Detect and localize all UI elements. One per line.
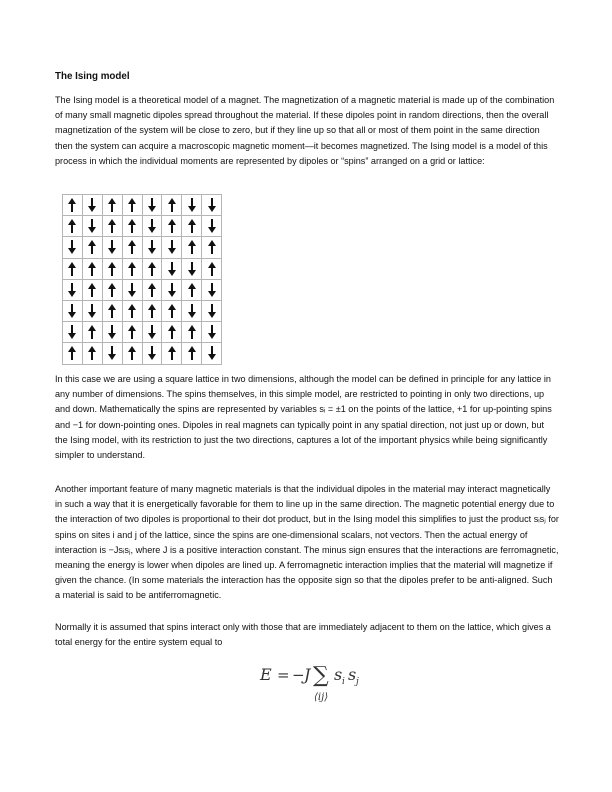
lattice-cell	[162, 237, 182, 258]
lattice-cell	[82, 279, 102, 300]
spin-up-arrow-icon	[168, 219, 176, 233]
spin-up-arrow-icon	[148, 283, 156, 297]
lattice-cell	[102, 216, 122, 237]
lattice-cell	[182, 237, 202, 258]
spin-up-arrow-icon	[108, 219, 116, 233]
lattice-row	[63, 322, 222, 343]
spin-up-arrow-icon	[88, 346, 96, 360]
spin-up-arrow-icon	[128, 346, 136, 360]
equation-sub-j: j	[356, 677, 359, 687]
spin-down-arrow-icon	[148, 325, 156, 339]
lattice-cell	[162, 343, 182, 364]
lattice-cell	[82, 237, 102, 258]
spin-up-arrow-icon	[108, 262, 116, 276]
lattice-cell	[63, 279, 83, 300]
lattice-cell	[182, 279, 202, 300]
lattice-cell	[142, 279, 162, 300]
lattice-cell	[142, 195, 162, 216]
spin-down-arrow-icon	[188, 262, 196, 276]
lattice-cell	[202, 195, 222, 216]
lattice-cell	[162, 300, 182, 321]
spin-up-arrow-icon	[68, 262, 76, 276]
lattice-cell	[182, 322, 202, 343]
lattice-cell	[182, 258, 202, 279]
lattice-cell	[82, 322, 102, 343]
spin-up-arrow-icon	[88, 240, 96, 254]
equation-lhs: E	[260, 665, 272, 684]
spin-down-arrow-icon	[188, 304, 196, 318]
lattice-cell	[182, 216, 202, 237]
equation-sum-index: ⟨ij⟩	[314, 692, 329, 703]
lattice-cell	[102, 300, 122, 321]
spin-down-arrow-icon	[168, 262, 176, 276]
equation-sub-i: i	[342, 677, 345, 687]
spin-up-arrow-icon	[168, 304, 176, 318]
lattice-cell	[202, 300, 222, 321]
lattice-cell	[63, 322, 83, 343]
spin-up-arrow-icon	[108, 198, 116, 212]
spin-down-arrow-icon	[88, 304, 96, 318]
spin-up-arrow-icon	[168, 198, 176, 212]
lattice-cell	[182, 343, 202, 364]
spin-up-arrow-icon	[88, 262, 96, 276]
spin-up-arrow-icon	[128, 198, 136, 212]
spin-up-arrow-icon	[188, 346, 196, 360]
lattice-cell	[63, 237, 83, 258]
spin-down-arrow-icon	[208, 198, 216, 212]
lattice-cell	[142, 300, 162, 321]
lattice-cell	[102, 343, 122, 364]
lattice-cell	[142, 216, 162, 237]
spin-down-arrow-icon	[68, 283, 76, 297]
spin-down-arrow-icon	[88, 219, 96, 233]
lattice-row	[63, 343, 222, 364]
spin-up-arrow-icon	[188, 325, 196, 339]
spin-up-arrow-icon	[128, 304, 136, 318]
spin-down-arrow-icon	[108, 240, 116, 254]
spin-up-arrow-icon	[148, 262, 156, 276]
spin-up-arrow-icon	[188, 283, 196, 297]
spin-up-arrow-icon	[128, 325, 136, 339]
spin-up-arrow-icon	[128, 240, 136, 254]
lattice-cell	[202, 258, 222, 279]
lattice-cell	[162, 322, 182, 343]
spin-up-arrow-icon	[168, 325, 176, 339]
lattice-cell	[142, 322, 162, 343]
spin-down-arrow-icon	[108, 346, 116, 360]
spin-up-arrow-icon	[68, 219, 76, 233]
lattice-cell	[142, 258, 162, 279]
spin-up-arrow-icon	[188, 240, 196, 254]
spin-up-arrow-icon	[168, 346, 176, 360]
lattice-cell	[122, 300, 142, 321]
spin-up-arrow-icon	[148, 304, 156, 318]
spin-up-arrow-icon	[88, 325, 96, 339]
spin-up-arrow-icon	[108, 283, 116, 297]
spin-down-arrow-icon	[148, 240, 156, 254]
lattice-row	[63, 258, 222, 279]
spin-up-arrow-icon	[108, 304, 116, 318]
lattice-cell	[122, 322, 142, 343]
lattice-cell	[162, 195, 182, 216]
spin-down-arrow-icon	[148, 219, 156, 233]
section-heading: The Ising model	[55, 71, 130, 82]
spin-up-arrow-icon	[208, 240, 216, 254]
lattice-cell	[202, 343, 222, 364]
spin-lattice-grid	[62, 194, 222, 365]
lattice-cell	[202, 322, 222, 343]
spin-down-arrow-icon	[168, 240, 176, 254]
spin-down-arrow-icon	[208, 346, 216, 360]
spin-down-arrow-icon	[128, 283, 136, 297]
lattice-cell	[102, 195, 122, 216]
equation-term-sj: s	[348, 665, 357, 684]
spin-down-arrow-icon	[208, 283, 216, 297]
lattice-cell	[202, 279, 222, 300]
lattice-cell	[122, 258, 142, 279]
energy-equation	[258, 656, 378, 704]
lattice-cell	[82, 195, 102, 216]
paragraph-intro: The Ising model is a theoretical model of a magnet. The magnetization of a magnetic material is made up of the combination of many small magnetic dipoles spread throughout the material. If these dipoles point in random directions, then the overall magnetization of the system will be close to zero, but if they line up so that all or most of them point in the same direction then the system can acquire a macroscopic magnetic moment—it becomes magnetized. The Ising model is a model of this process in which the individual moments are represented by dipoles or “spins” arranged on a grid or lattice:	[55, 95, 555, 166]
spin-down-arrow-icon	[68, 325, 76, 339]
spin-up-arrow-icon	[68, 198, 76, 212]
lattice-cell	[202, 237, 222, 258]
spin-down-arrow-icon	[188, 198, 196, 212]
lattice-cell	[63, 343, 83, 364]
lattice-cell	[122, 279, 142, 300]
lattice-row	[63, 237, 222, 258]
lattice-cell	[102, 279, 122, 300]
equation-minus: −	[292, 666, 305, 684]
spin-down-arrow-icon	[68, 304, 76, 318]
spin-up-arrow-icon	[128, 262, 136, 276]
spin-up-arrow-icon	[188, 219, 196, 233]
lattice-cell	[102, 258, 122, 279]
spin-down-arrow-icon	[88, 198, 96, 212]
lattice-cell	[162, 258, 182, 279]
lattice-cell	[142, 237, 162, 258]
spin-down-arrow-icon	[68, 240, 76, 254]
spin-up-arrow-icon	[128, 219, 136, 233]
lattice-cell	[122, 216, 142, 237]
lattice-row	[63, 195, 222, 216]
spin-up-arrow-icon	[88, 283, 96, 297]
spin-down-arrow-icon	[208, 325, 216, 339]
spin-down-arrow-icon	[208, 219, 216, 233]
lattice-cell	[102, 237, 122, 258]
lattice-cell	[63, 258, 83, 279]
lattice-cell	[122, 343, 142, 364]
lattice-cell	[63, 216, 83, 237]
paragraph-energy: Normally it is assumed that spins interact only with those that are immediately adjacent to them on the lattice, which gives a total energy for the entire system equal to	[55, 622, 551, 648]
lattice-cell	[82, 258, 102, 279]
lattice-cell	[122, 237, 142, 258]
lattice-cell	[82, 343, 102, 364]
spin-down-arrow-icon	[148, 198, 156, 212]
lattice-cell	[102, 322, 122, 343]
lattice-cell	[162, 216, 182, 237]
lattice-row	[63, 279, 222, 300]
lattice-row	[63, 216, 222, 237]
spin-down-arrow-icon	[108, 325, 116, 339]
paragraph-interaction: Another important feature of many magnetic materials is that the individual dipoles in the material may interact magnetically in such a way that it is energetically favorable for them to line up in the same direction. The magnetic potential energy due to the interaction of two dipoles is proportional to their dot product, but in the Ising model this simplifies to just the product sᵢsⱼ for spins on sites i and j of the lattice, since the spins are one-dimensional scalars, not vectors. Then the actual energy of interaction is −Jsᵢsⱼ, where J is a positive interaction constant. The minus sign ensures that the interactions are ferromagnetic, meaning the energy is lower when dipoles are lined up. A ferromagnetic interaction implies that the material will magnetize if given the chance. (In some materials the interaction has the opposite sign so that the dipoles prefer to be anti-aligned. Such a material is said to be antiferromagnetic.	[55, 484, 559, 601]
equation-sum-symbol: ∑	[313, 663, 329, 688]
lattice-cell	[182, 195, 202, 216]
equation-term-si: s	[334, 665, 343, 684]
equation-constant: J	[304, 665, 311, 684]
lattice-cell	[202, 216, 222, 237]
equation-equals: =	[277, 666, 290, 684]
lattice-cell	[82, 216, 102, 237]
spin-up-arrow-icon	[208, 262, 216, 276]
spin-up-arrow-icon	[68, 346, 76, 360]
lattice-row	[63, 300, 222, 321]
lattice-cell	[182, 300, 202, 321]
spin-down-arrow-icon	[208, 304, 216, 318]
lattice-cell	[122, 195, 142, 216]
lattice-cell	[63, 300, 83, 321]
paragraph-lattice: In this case we are using a square lattice in two dimensions, although the model can be defined in principle for any lattice in any number of dimensions. The spins themselves, in this simple model, are restricted to pointing in only two directions, up and down. Mathematically the spins are represented by variables sᵢ = ±1 on the points of the lattice, +1 for up-pointing spins and −1 for down-pointing ones. Dipoles in real magnets can typically point in any spatial direction, not just up or down, but the Ising model, with its restriction to just the two directions, captures a lot of the important physics while being significantly simpler to understand.	[55, 374, 552, 461]
lattice-cell	[63, 195, 83, 216]
lattice-cell	[82, 300, 102, 321]
lattice-cell	[162, 279, 182, 300]
spin-down-arrow-icon	[148, 346, 156, 360]
lattice-cell	[142, 343, 162, 364]
spin-down-arrow-icon	[168, 283, 176, 297]
